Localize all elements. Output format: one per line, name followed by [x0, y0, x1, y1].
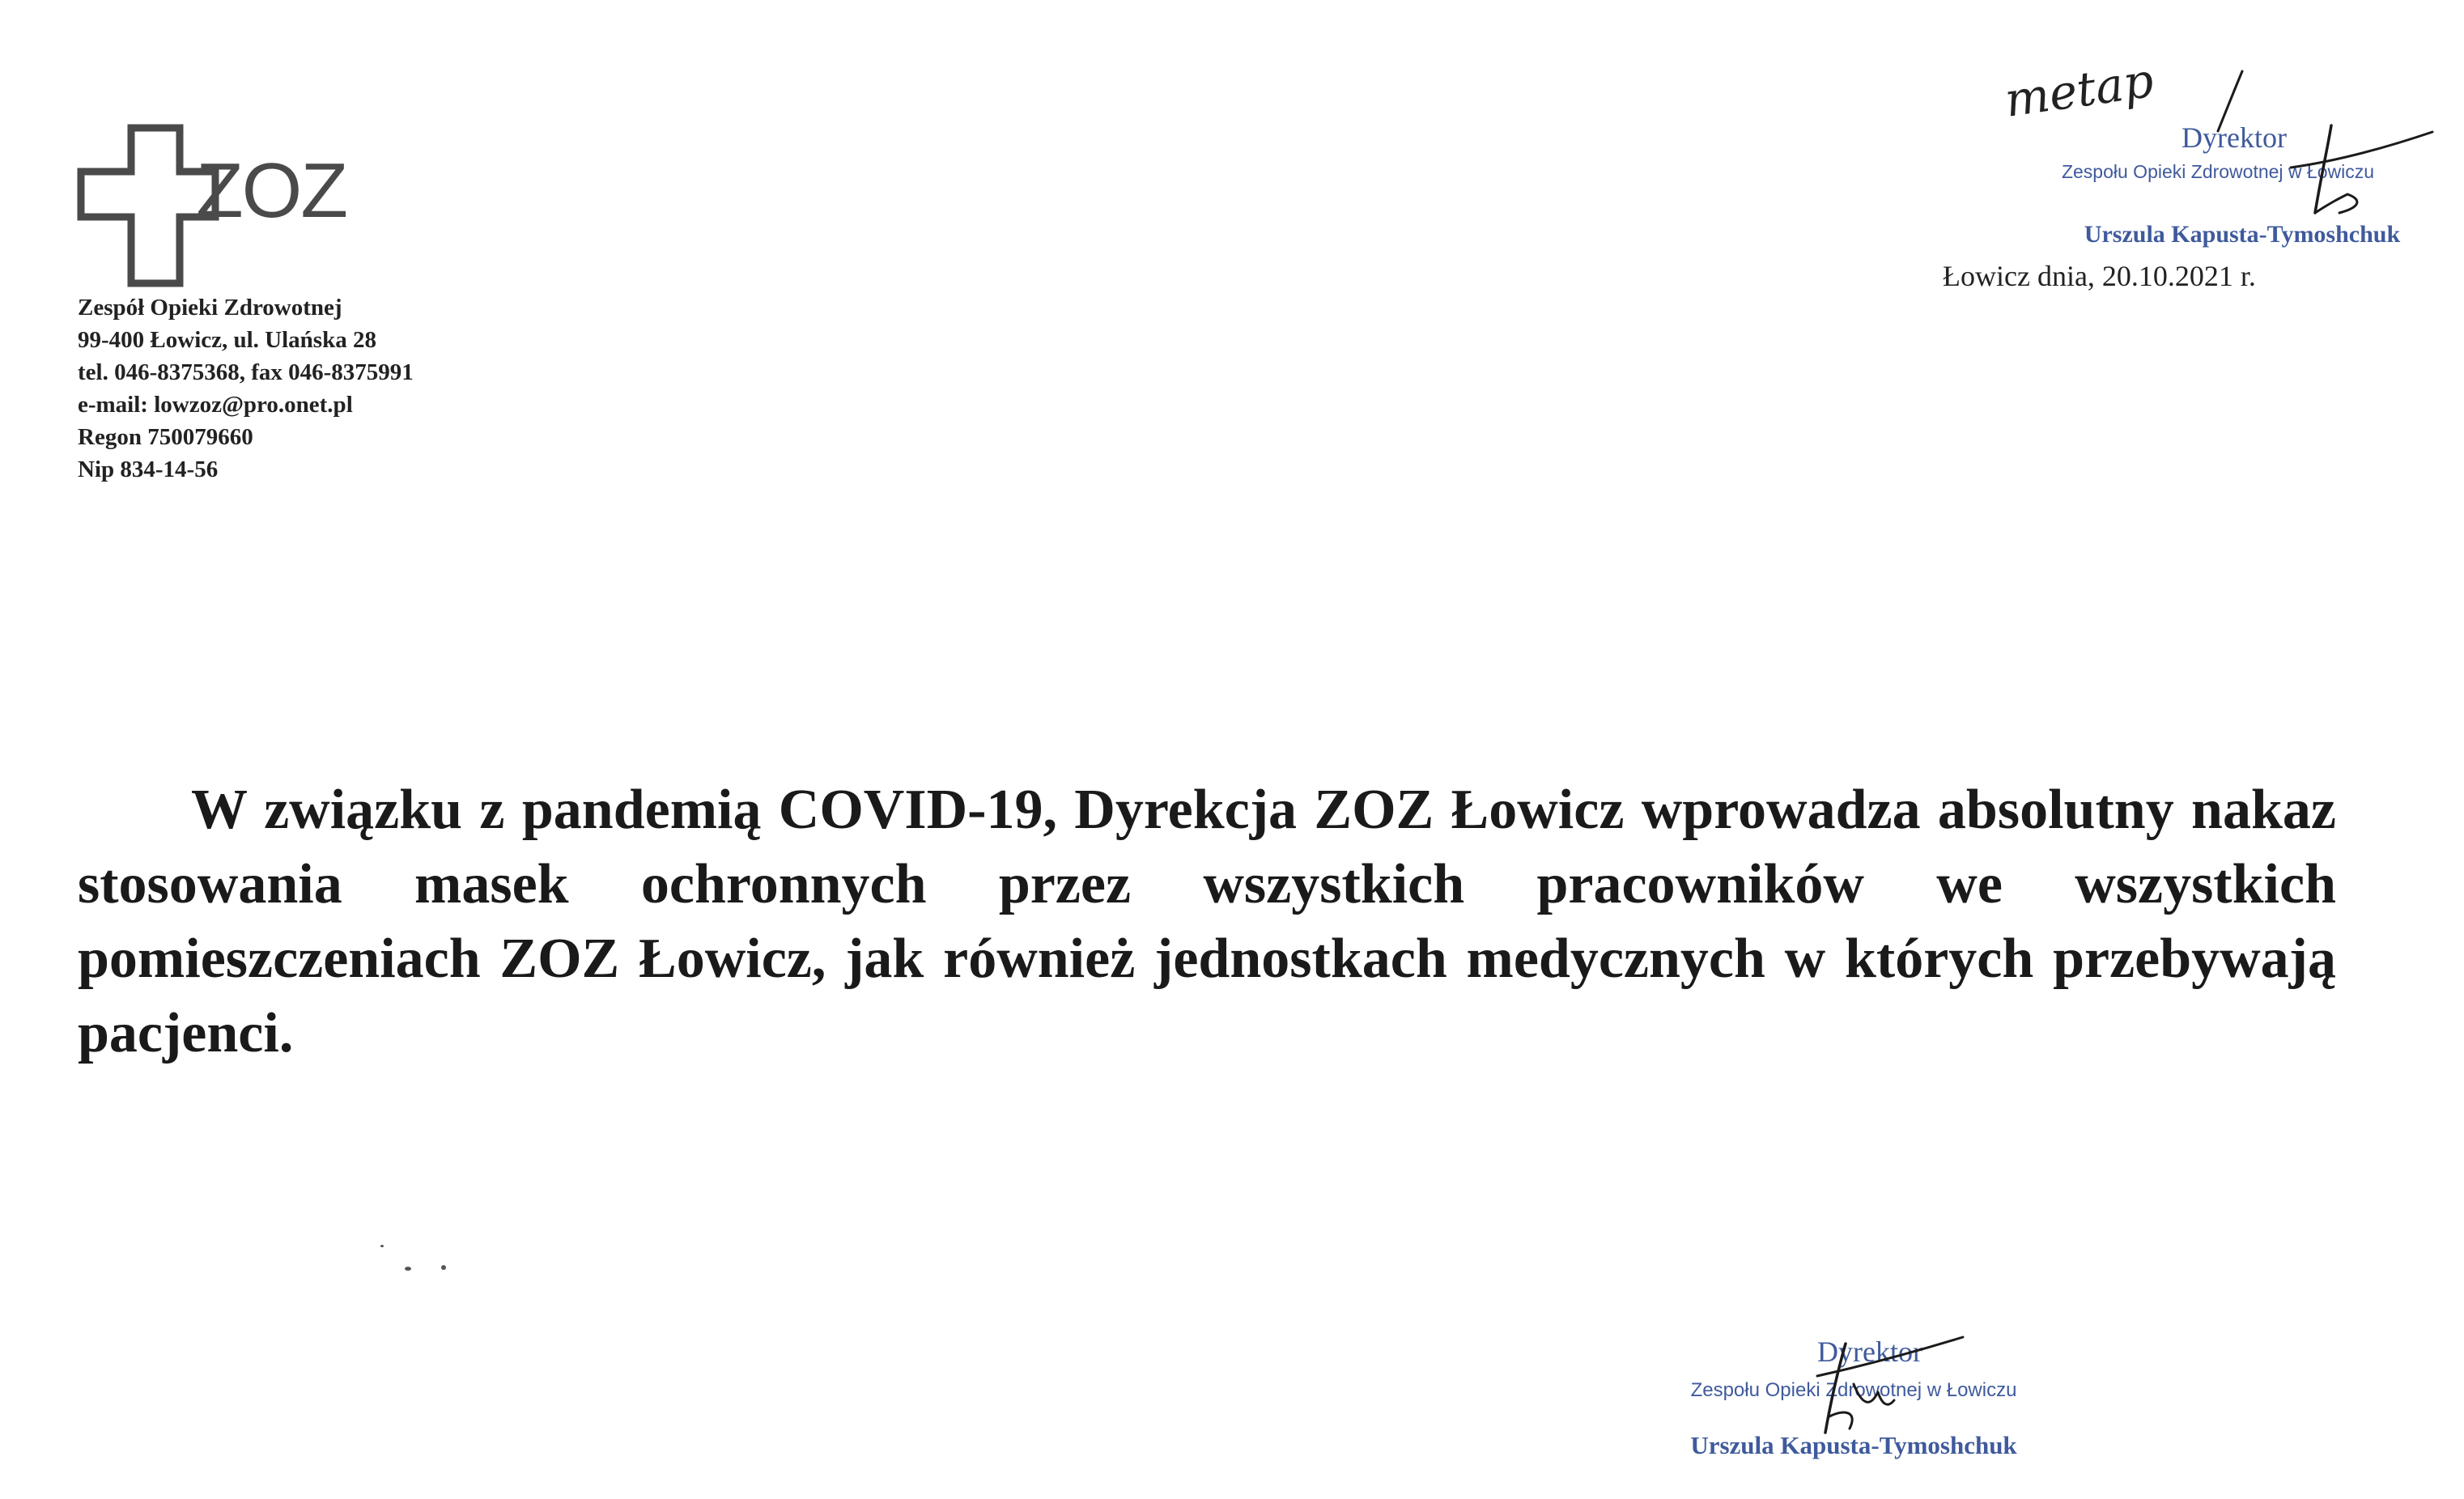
document-date: Łowicz dnia, 20.10.2021 r.	[1943, 260, 2256, 292]
stamp-organization: Zespołu Opieki Zdrowotnej w Łowiczu	[2061, 161, 2375, 182]
sender-nip: Nip 834-14-56	[78, 456, 219, 482]
handwritten-note-text: metap	[2001, 52, 2157, 128]
sender-street: 99-400 Łowicz, ul. Ulańska 28	[78, 327, 376, 353]
stamp-title: Dyrektor	[2181, 121, 2287, 154]
sender-email: e-mail: lowzoz@pro.onet.pl	[78, 392, 353, 418]
stamp-title: Dyrektor	[1817, 1336, 1922, 1368]
sender-phone: tel. 046-8375368, fax 046-8375991	[78, 359, 414, 385]
scan-speck	[405, 1267, 411, 1271]
logo-text: ZOZ	[196, 147, 346, 234]
scan-speck	[441, 1265, 446, 1270]
zoz-logo	[74, 121, 350, 291]
sender-address	[78, 291, 414, 486]
signature-top	[2283, 117, 2436, 223]
scan-speck	[380, 1245, 384, 1247]
stamp-name: Urszula Kapusta-Tymoshchuk	[1690, 1431, 2017, 1459]
signature-bottom	[1781, 1327, 1967, 1441]
notice-text: W związku z pandemią COVID-19, Dyrekcja ZOZ Łowicz wprowadza absolutny nakaz stosowania masek ochronnych przez wszystkich pracowników we wszystkich pomieszczeniach ZOZ Łowicz, jak również jednostkach medycznych w których przebywają pacjenci.	[78, 779, 2336, 1064]
handwritten-note	[1999, 52, 2258, 139]
stamp-organization: Zespołu Opieki Zdrowotnej w Łowiczu	[1690, 1379, 2017, 1401]
sender-name: Zespół Opieki Zdrowotnej	[78, 295, 342, 321]
stamp-name: Urszula Kapusta-Tymoshchuk	[2084, 221, 2401, 248]
sender-regon: Regon 750079660	[78, 424, 253, 450]
